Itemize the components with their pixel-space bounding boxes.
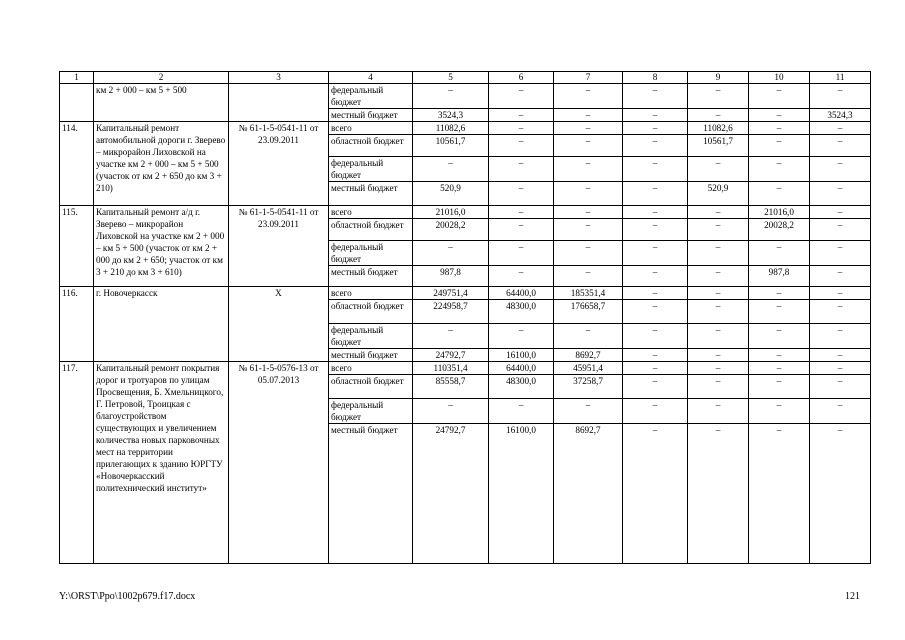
amount-cell: 24792,7	[413, 349, 489, 362]
table-row	[60, 362, 871, 375]
column-number-6: 6	[489, 72, 554, 84]
amount-cell: 21016,0	[749, 206, 810, 219]
funding-source: всего	[329, 206, 413, 219]
amount-cell: –	[749, 362, 810, 375]
amount-cell: 64400,0	[489, 287, 554, 300]
amount-cell: 16100,0	[489, 424, 554, 564]
amount-cell: –	[489, 122, 554, 135]
amount-cell: –	[623, 219, 688, 241]
amount-cell: –	[810, 375, 871, 399]
amount-cell: 11082,6	[413, 122, 489, 135]
amount-cell: –	[810, 157, 871, 182]
amount-cell: –	[554, 241, 623, 266]
amount-cell: –	[489, 135, 554, 157]
amount-cell: –	[688, 399, 749, 424]
funding-source: областной бюджет	[329, 300, 413, 324]
amount-cell: –	[623, 362, 688, 375]
amount-cell: –	[810, 424, 871, 564]
amount-cell: –	[554, 122, 623, 135]
amount-cell: –	[749, 135, 810, 157]
expertise-doc: № 61-1-5-0576-13 от 05.07.2013	[229, 362, 329, 564]
amount-cell: –	[688, 206, 749, 219]
amount-cell: –	[623, 349, 688, 362]
amount-cell: –	[489, 399, 554, 424]
funding-source: местный бюджет	[329, 109, 413, 122]
amount-cell: –	[688, 219, 749, 241]
funding-source: областной бюджет	[329, 375, 413, 399]
amount-cell: –	[810, 241, 871, 266]
amount-cell: –	[413, 324, 489, 349]
amount-cell: 8692,7	[554, 424, 623, 564]
column-number-9: 9	[688, 72, 749, 84]
amount-cell: 987,8	[749, 266, 810, 287]
amount-cell: –	[554, 182, 623, 206]
funding-source: местный бюджет	[329, 424, 413, 564]
amount-cell: –	[623, 266, 688, 287]
amount-cell: 249751,4	[413, 287, 489, 300]
amount-cell: –	[688, 109, 749, 122]
amount-cell: 85558,7	[413, 375, 489, 399]
amount-cell: –	[688, 324, 749, 349]
funding-source: местный бюджет	[329, 266, 413, 287]
amount-cell: –	[623, 135, 688, 157]
amount-cell: –	[810, 182, 871, 206]
amount-cell: –	[489, 219, 554, 241]
amount-cell: –	[489, 266, 554, 287]
amount-cell: 8692,7	[554, 349, 623, 362]
amount-cell: –	[810, 84, 871, 109]
amount-cell: –	[749, 157, 810, 182]
file-path: Y:\ORST\Ppo\1002p679.f17.docx	[59, 591, 196, 602]
amount-cell: 987,8	[413, 266, 489, 287]
funding-source: всего	[329, 287, 413, 300]
expertise-doc: Х	[229, 287, 329, 362]
amount-cell: –	[623, 157, 688, 182]
page-number: 121	[845, 591, 860, 602]
amount-cell: –	[623, 399, 688, 424]
amount-cell: 45951,4	[554, 362, 623, 375]
amount-cell: –	[749, 122, 810, 135]
column-number-row	[60, 72, 871, 84]
column-number-11: 11	[810, 72, 871, 84]
amount-cell: –	[810, 206, 871, 219]
amount-cell: –	[489, 324, 554, 349]
amount-cell: –	[688, 266, 749, 287]
column-number-3: 3	[229, 72, 329, 84]
amount-cell: 20028,2	[413, 219, 489, 241]
amount-cell: –	[749, 241, 810, 266]
amount-cell: –	[749, 324, 810, 349]
amount-cell: –	[623, 300, 688, 324]
funding-source: местный бюджет	[329, 182, 413, 206]
amount-cell: –	[749, 84, 810, 109]
amount-cell: –	[688, 349, 749, 362]
amount-cell: –	[554, 266, 623, 287]
amount-cell: –	[489, 157, 554, 182]
amount-cell: –	[688, 241, 749, 266]
object-name: Капитальный ремонт покрытия дорог и тротуаров по улицам Просвещения, Б. Хмельницкого, Г. Петровой, Троицкая с благоустройством существующих и увеличением количества новых парковочных мест на территории прилегающих к зданию ЮРГТУ «Новочеркасский политехнический институт»	[94, 362, 229, 564]
amount-cell: –	[810, 135, 871, 157]
amount-cell: 176658,7	[554, 300, 623, 324]
amount-cell: –	[554, 399, 623, 424]
amount-cell: –	[749, 349, 810, 362]
amount-cell: –	[623, 424, 688, 564]
amount-cell: 10561,7	[688, 135, 749, 157]
funding-source: федеральный бюджет	[329, 241, 413, 266]
amount-cell: –	[413, 241, 489, 266]
funding-source: местный бюджет	[329, 349, 413, 362]
amount-cell: –	[688, 84, 749, 109]
object-name: г. Новочеркасск	[94, 287, 229, 362]
amount-cell: 185351,4	[554, 287, 623, 300]
amount-cell: 224958,7	[413, 300, 489, 324]
amount-cell: –	[749, 300, 810, 324]
amount-cell: 20028,2	[749, 219, 810, 241]
amount-cell: –	[688, 375, 749, 399]
amount-cell: 110351,4	[413, 362, 489, 375]
amount-cell: –	[688, 157, 749, 182]
amount-cell: –	[413, 84, 489, 109]
funding-source: федеральный бюджет	[329, 157, 413, 182]
amount-cell: –	[749, 424, 810, 564]
amount-cell: 16100,0	[489, 349, 554, 362]
amount-cell: 520,9	[413, 182, 489, 206]
amount-cell: –	[810, 399, 871, 424]
amount-cell: –	[489, 84, 554, 109]
amount-cell: –	[623, 287, 688, 300]
expertise-doc: № 61-1-5-0541-11 от 23.09.2011	[229, 122, 329, 206]
amount-cell: –	[749, 109, 810, 122]
amount-cell: –	[554, 324, 623, 349]
column-number-8: 8	[623, 72, 688, 84]
amount-cell: –	[489, 109, 554, 122]
funding-source: федеральный бюджет	[329, 399, 413, 424]
funding-source: федеральный бюджет	[329, 84, 413, 109]
amount-cell: 64400,0	[489, 362, 554, 375]
amount-cell: –	[623, 324, 688, 349]
amount-cell: 48300,0	[489, 375, 554, 399]
amount-cell: 24792,7	[413, 424, 489, 564]
amount-cell: –	[554, 157, 623, 182]
amount-cell: 37258,7	[554, 375, 623, 399]
amount-cell: –	[810, 362, 871, 375]
amount-cell: –	[554, 109, 623, 122]
expertise-doc: № 61-1-5-0541-11 от 23.09.2011	[229, 206, 329, 287]
table-row	[60, 122, 871, 135]
table-body	[60, 72, 871, 564]
amount-cell: –	[489, 206, 554, 219]
amount-cell: 3524,3	[413, 109, 489, 122]
amount-cell: –	[623, 84, 688, 109]
amount-cell: –	[810, 300, 871, 324]
table-row	[60, 287, 871, 300]
amount-cell: –	[413, 157, 489, 182]
amount-cell: –	[554, 135, 623, 157]
funding-source: всего	[329, 362, 413, 375]
amount-cell: –	[810, 122, 871, 135]
row-number: 116.	[60, 287, 94, 362]
amount-cell: –	[489, 182, 554, 206]
funding-source: всего	[329, 122, 413, 135]
column-number-4: 4	[329, 72, 413, 84]
budget-table	[59, 71, 871, 564]
funding-source: областной бюджет	[329, 219, 413, 241]
amount-cell: –	[749, 375, 810, 399]
amount-cell: –	[810, 349, 871, 362]
amount-cell: –	[810, 266, 871, 287]
amount-cell: –	[554, 206, 623, 219]
amount-cell: –	[554, 84, 623, 109]
amount-cell: –	[810, 219, 871, 241]
amount-cell: 48300,0	[489, 300, 554, 324]
column-number-10: 10	[749, 72, 810, 84]
amount-cell: –	[688, 424, 749, 564]
amount-cell: –	[749, 287, 810, 300]
column-number-7: 7	[554, 72, 623, 84]
amount-cell: –	[623, 122, 688, 135]
amount-cell: –	[489, 241, 554, 266]
amount-cell: –	[623, 109, 688, 122]
amount-cell: –	[554, 219, 623, 241]
amount-cell: 520,9	[688, 182, 749, 206]
amount-cell: 21016,0	[413, 206, 489, 219]
amount-cell: –	[749, 182, 810, 206]
amount-cell: –	[688, 300, 749, 324]
funding-source: областной бюджет	[329, 135, 413, 157]
column-number-5: 5	[413, 72, 489, 84]
amount-cell: –	[810, 287, 871, 300]
amount-cell: –	[749, 399, 810, 424]
amount-cell: –	[623, 206, 688, 219]
column-number-2: 2	[94, 72, 229, 84]
funding-source: федеральный бюджет	[329, 324, 413, 349]
row-number: 114.	[60, 122, 94, 206]
expertise-doc	[229, 84, 329, 122]
amount-cell: –	[623, 375, 688, 399]
table-row	[60, 206, 871, 219]
amount-cell: –	[413, 399, 489, 424]
amount-cell: –	[623, 241, 688, 266]
amount-cell: 10561,7	[413, 135, 489, 157]
amount-cell: –	[623, 182, 688, 206]
amount-cell: 3524,3	[810, 109, 871, 122]
row-number	[60, 84, 94, 122]
amount-cell: –	[688, 287, 749, 300]
column-number-1: 1	[60, 72, 94, 84]
table-row	[60, 84, 871, 109]
amount-cell: –	[688, 362, 749, 375]
amount-cell: 11082,6	[688, 122, 749, 135]
row-number: 115.	[60, 206, 94, 287]
amount-cell: –	[810, 324, 871, 349]
object-name: км 2 + 000 – км 5 + 500	[94, 84, 229, 122]
object-name: Капитальный ремонт а/д г. Зверево – микрорайон Лиховской на участке км 2 + 000 – км 5 + 500 (участок от км 2 + 000 до км 2 + 650; участок от км 3 + 210 до км 3 + 610)	[94, 206, 229, 287]
row-number: 117.	[60, 362, 94, 564]
object-name: Капитальный ремонт автомобильной дороги г. Зверево – микрорайон Лиховской на участке км 2 + 000 – км 5 + 500 (участок от км 2 + 650 до км 3 + 210)	[94, 122, 229, 206]
